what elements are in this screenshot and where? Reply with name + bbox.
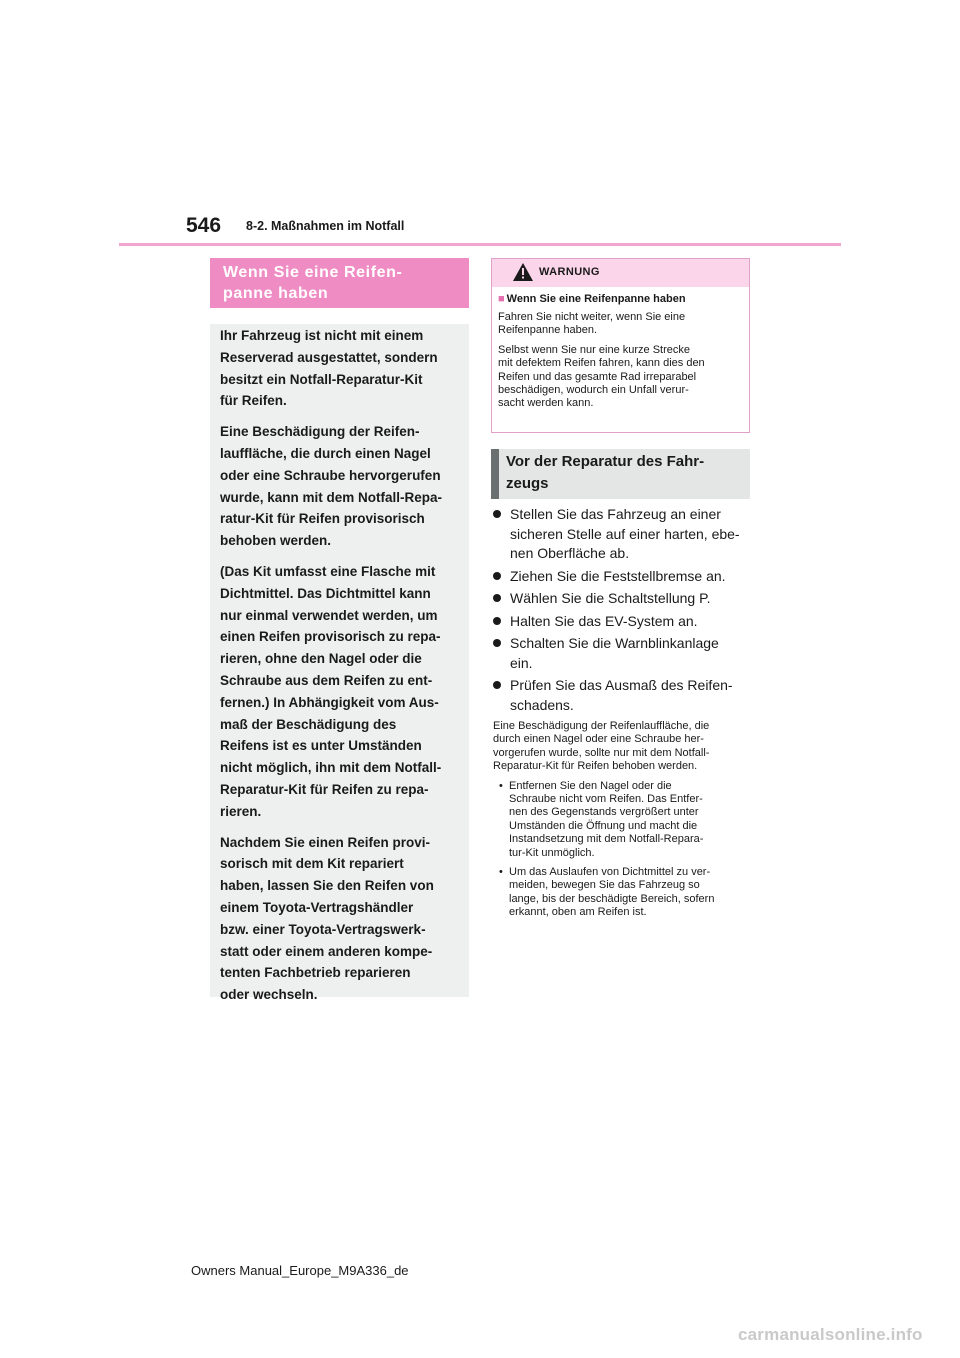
warning-icon xyxy=(513,263,533,281)
text-line: beschädigen, wodurch ein Unfall verur- xyxy=(498,384,689,397)
text-line: Instandsetzung mit dem Notfall-Repara- xyxy=(509,833,704,846)
step-list xyxy=(493,505,753,718)
text-line: Stellen Sie das Fahrzeug an einer xyxy=(510,506,721,522)
text-line: rieren, ohne den Nagel oder die xyxy=(220,651,422,667)
bullet-icon xyxy=(493,639,501,647)
text-line: ratur-Kit für Reifen provisorisch xyxy=(220,511,425,527)
bullet-icon xyxy=(493,594,501,602)
text-line: Nachdem Sie einen Reifen provi- xyxy=(220,834,431,850)
warning-subheading xyxy=(498,292,741,306)
info-paragraph xyxy=(220,832,457,1006)
warning-paragraph xyxy=(498,311,741,338)
list-item xyxy=(493,589,753,609)
warning-paragraph xyxy=(498,344,741,411)
warning-body xyxy=(492,287,749,411)
text-line: Ihr Fahrzeug ist nicht mit einem xyxy=(220,328,424,343)
text-line: Um das Auslaufen von Dichtmittel zu ver- xyxy=(509,866,711,879)
heading-line: Vor der Reparatur des Fahr- xyxy=(506,453,705,470)
text-line: Entfernen Sie den Nagel oder die xyxy=(509,779,672,792)
text-line: Umständen die Öffnung und macht die xyxy=(509,819,698,832)
text-line: wurde, kann mit dem Notfall-Repa- xyxy=(220,489,443,505)
text-line: maß der Beschädigung des xyxy=(220,716,397,732)
text-line: lauffläche, die durch einen Nagel xyxy=(220,445,431,461)
text-line: erkannt, oben am Reifen ist. xyxy=(509,906,647,919)
warning-box xyxy=(491,258,750,433)
bullet-icon xyxy=(493,510,501,518)
watermark: carmanualsonline.info xyxy=(738,1325,923,1344)
text-line: statt oder einem anderen kompe- xyxy=(220,943,433,959)
warning-subheading-text: Wenn Sie eine Reifenpanne haben xyxy=(506,293,686,305)
text-line: Eine Beschädigung der Reifenlauffläche, die xyxy=(493,720,710,732)
text-line: nur einmal verwendet werden, um xyxy=(220,607,438,623)
text-line: Reifens ist es unter Umständen xyxy=(220,738,422,754)
text-line: Dichtmittel. Das Dichtmittel kann xyxy=(220,585,431,601)
text-line: tur-Kit unmöglich. xyxy=(509,846,595,859)
text-line: einen Reifen provisorisch zu repa- xyxy=(220,629,441,645)
text-line: mit defektem Reifen fahren, kann dies den xyxy=(498,357,705,370)
text-line: bzw. einer Toyota-Vertragswerk- xyxy=(220,921,426,937)
text-line: Schalten Sie die Warnblinkanlage xyxy=(510,635,719,651)
text-line: Reifenpanne haben. xyxy=(498,324,598,337)
text-line: besitzt ein Notfall-Reparatur-Kit xyxy=(220,371,423,387)
list-item xyxy=(493,567,753,587)
text-line: Reifen und das gesamte Rad irreparabel xyxy=(498,370,697,383)
text-line: Eine Beschädigung der Reifen- xyxy=(220,424,420,440)
warning-title: WARNUNG xyxy=(539,266,600,278)
bullet-icon xyxy=(493,681,501,689)
footer-text: Owners Manual_Europe_M9A336_de xyxy=(191,1263,409,1278)
text-line: Prüfen Sie das Ausmaß des Reifen- xyxy=(510,677,733,693)
text-line: lange, bis der beschädigte Bereich, sofern xyxy=(509,892,715,905)
list-item xyxy=(493,505,753,564)
list-item xyxy=(493,634,753,673)
text-line: für Reifen. xyxy=(220,393,287,409)
list-item xyxy=(493,612,753,632)
list-item xyxy=(493,676,753,715)
heading-line: panne haben xyxy=(223,285,329,302)
text-line: ein. xyxy=(510,654,533,671)
text-line: Reserverad ausgestattet, sondern xyxy=(220,349,438,365)
warning-header xyxy=(492,259,749,287)
bullet-icon xyxy=(493,572,501,580)
page-number: 546 xyxy=(186,214,222,237)
text-line: Schraube nicht vom Reifen. Das Entfer- xyxy=(509,793,703,806)
heading-line: Wenn Sie eine Reifen- xyxy=(223,264,403,281)
text-line: einem Toyota-Vertragshändler xyxy=(220,899,414,915)
bullet-icon: • xyxy=(499,779,503,792)
info-paragraph xyxy=(220,561,457,823)
before-repair-heading xyxy=(491,449,750,499)
text-line: Selbst wenn Sie nur eine kurze Strecke xyxy=(498,343,690,356)
text-line: sacht werden kann. xyxy=(498,397,594,410)
text-line: Schraube aus dem Reifen zu ent- xyxy=(220,672,433,688)
text-line: (Das Kit umfasst eine Flasche mit xyxy=(220,563,436,579)
text-line: vorgerufen wurde, sollte nur mit dem Notfall- xyxy=(493,746,710,759)
text-line: behoben werden. xyxy=(220,533,332,549)
text-line: sorisch mit dem Kit repariert xyxy=(220,856,404,872)
text-line: Fahren Sie nicht weiter, wenn Sie eine xyxy=(498,311,686,323)
bullet-icon xyxy=(493,617,501,625)
text-line: fernen.) In Abhängigkeit vom Aus- xyxy=(220,694,439,710)
text-line: nen des Gegenstands vergrößert unter xyxy=(509,806,699,819)
note-paragraph xyxy=(493,720,753,774)
text-line: nicht möglich, ihn mit dem Notfall- xyxy=(220,760,442,776)
info-box xyxy=(210,324,469,1003)
bullet-icon: • xyxy=(499,866,503,879)
sub-note xyxy=(493,780,753,860)
text-line: Ziehen Sie die Feststellbremse an. xyxy=(510,567,726,584)
text-line: Halten Sie das EV-System an. xyxy=(510,612,698,629)
heading-line: zeugs xyxy=(506,475,549,492)
text-line: Reparatur-Kit für Reifen zu repa- xyxy=(220,781,429,797)
text-line: haben, lassen Sie den Reifen von xyxy=(220,878,434,894)
text-line: tenten Fachbetrieb reparieren xyxy=(220,965,411,981)
text-line: oder wechseln. xyxy=(220,987,318,1003)
text-line: Reparatur-Kit für Reifen behoben werden. xyxy=(493,760,698,773)
text-line: durch einen Nagel oder eine Schraube her- xyxy=(493,733,704,746)
header-divider xyxy=(119,243,841,246)
text-line: sicheren Stelle auf einer harten, ebe- xyxy=(510,525,740,542)
text-line: schadens. xyxy=(510,696,574,713)
info-paragraph xyxy=(220,421,457,552)
section-title: 8-2. Maßnahmen im Notfall xyxy=(246,219,405,233)
text-line: oder eine Schraube hervorgerufen xyxy=(220,467,441,483)
square-bullet-icon: ■ xyxy=(498,293,505,305)
text-line: Wählen Sie die Schaltstellung P. xyxy=(510,590,711,606)
repair-notes xyxy=(493,720,753,926)
info-paragraph xyxy=(220,325,457,412)
text-line: nen Oberfläche ab. xyxy=(510,545,630,561)
text-line: meiden, bewegen Sie das Fahrzeug so xyxy=(509,879,700,892)
text-line: rieren. xyxy=(220,803,262,819)
flat-tire-heading xyxy=(210,258,469,308)
sub-note xyxy=(493,866,753,920)
